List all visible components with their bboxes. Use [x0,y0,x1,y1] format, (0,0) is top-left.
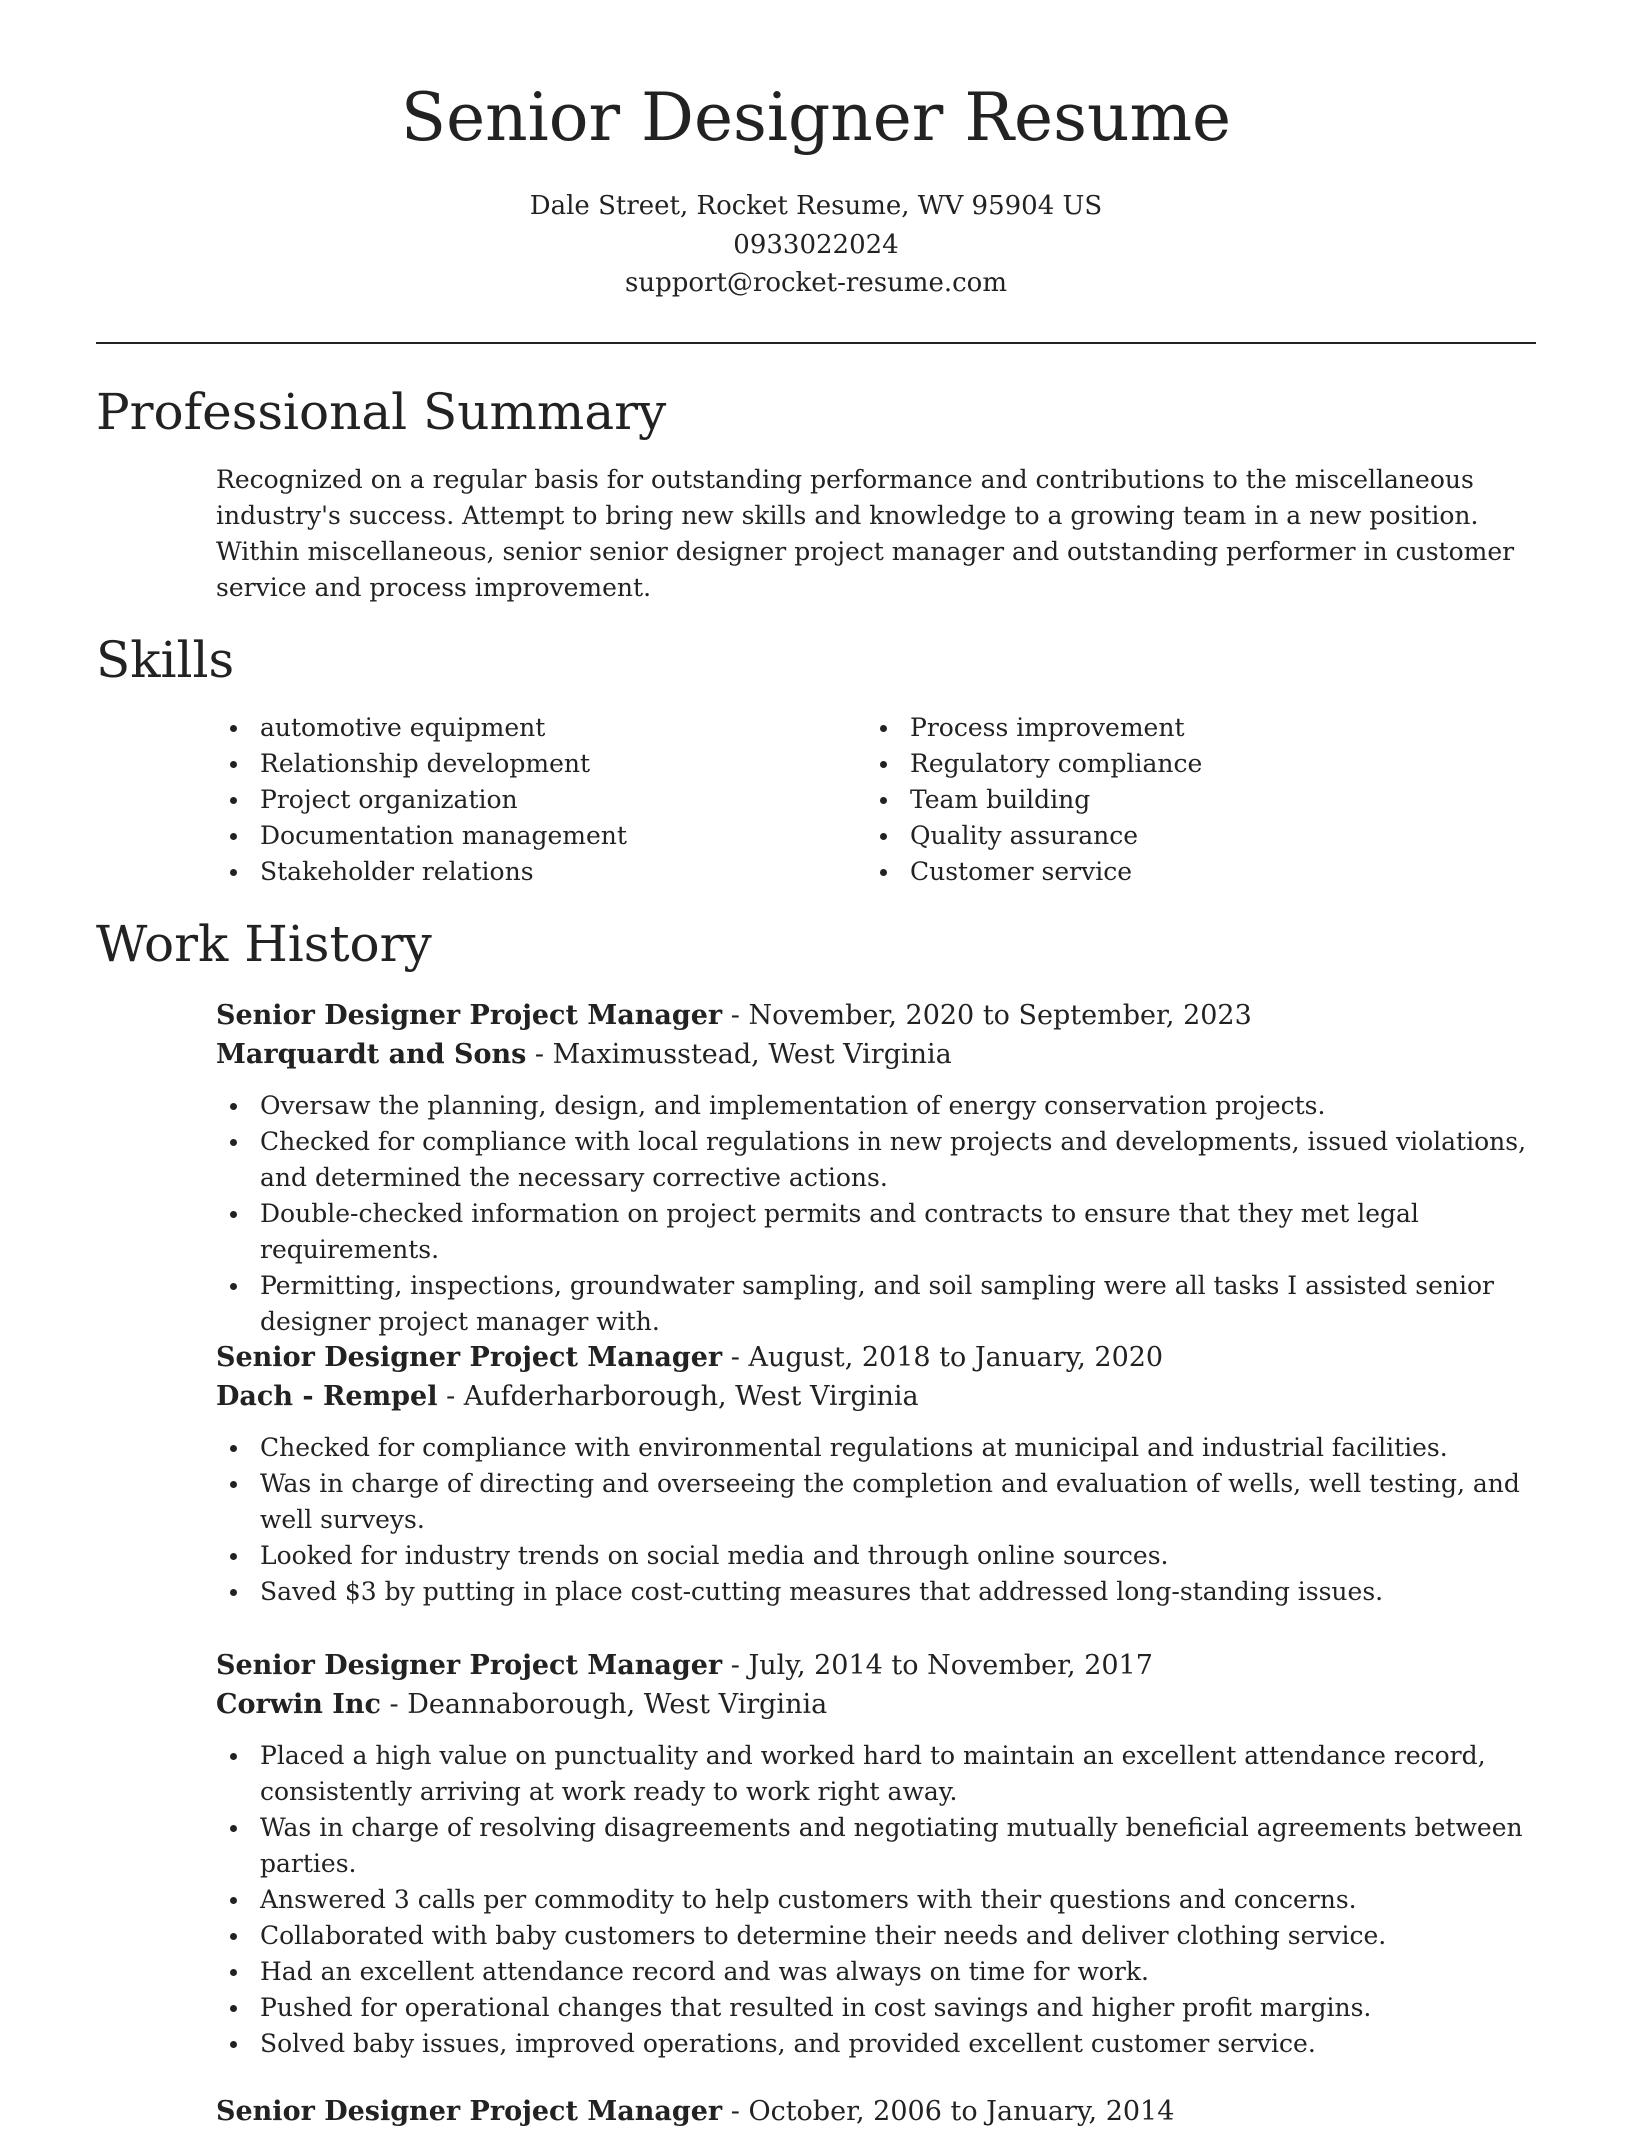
skill-item: Project organization [216,782,866,818]
job-bullet: Was in charge of directing and overseeing the completion and evaluation of wells, well testing, and well surveys. [216,1466,1536,1538]
contact-address: Dale Street, Rocket Resume, WV 95904 US [529,191,1103,221]
summary-heading: Professional Summary [96,383,667,441]
job-entry [216,996,1536,1340]
skill-item: Process improvement [866,710,1516,746]
job-title: Senior Designer Project Manager [216,1650,723,1681]
job-company: Corwin Inc [216,1689,381,1720]
job-dates: - October, 2006 to January, 2014 [722,2096,1175,2127]
skill-item: Customer service [866,854,1516,890]
job-location: - Maximusstead, West Virginia [526,1039,952,1070]
job-bullets [216,1088,1536,1340]
contact-email: support@rocket-resume.com [624,268,1007,298]
summary-text: Recognized on a regular basis for outstanding performance and contributions to the miscellaneous industry's success. Attempt to bring new skills and knowledge to a growing team in a new position. Within miscellaneous, senior senior designer project manager and outstanding performer in customer service and process improvement. [216,465,1515,602]
job-bullet: Looked for industry trends on social media and through online sources. [216,1538,1536,1574]
job-bullet: Double-checked information on project permits and contracts to ensure that they met legal requirements. [216,1196,1536,1268]
contact-phone: 0933022024 [733,230,899,260]
job-location: - Aufderharborough, West Virginia [437,1381,919,1412]
job-bullet: Was in charge of resolving disagreements and negotiating mutually beneficial agreements between parties. [216,1810,1536,1882]
job-dates: - July, 2014 to November, 2017 [722,1650,1153,1681]
job-bullet: Saved $3 by putting in place cost-cutting measures that addressed long-standing issues. [216,1574,1536,1610]
skill-item: Team building [866,782,1516,818]
job-company: Dach - Rempel [216,1381,438,1412]
job-entry [216,1338,1536,1610]
job-title: Senior Designer Project Manager [216,2096,723,2127]
work-history-heading: Work History [96,915,432,973]
job-title: Senior Designer Project Manager [216,1000,723,1031]
skills-list [216,710,1536,890]
job-title: Senior Designer Project Manager [216,1342,723,1373]
skill-item: Documentation management [216,818,866,854]
skills-heading: Skills [96,631,235,689]
job-location: - Deannaborough, West Virginia [380,1689,828,1720]
job-bullet: Pushed for operational changes that resulted in cost savings and higher profit margins. [216,1990,1536,2026]
skills-column-left [216,710,866,890]
resume-title: Senior Designer Resume [400,79,1232,156]
job-bullet: Checked for compliance with local regulations in new projects and developments, issued violations, and determined the necessary corrective actions. [216,1124,1536,1196]
skills-column-right [866,710,1516,890]
job-bullet: Solved baby issues, improved operations, and provided excellent customer service. [216,2026,1536,2062]
job-company-line [216,1035,1536,1074]
skill-item: Quality assurance [866,818,1516,854]
job-bullets [216,1738,1536,2062]
job-bullet: Permitting, inspections, groundwater sampling, and soil sampling were all tasks I assisted senior designer project manager with. [216,1268,1536,1340]
job-title-line [216,1338,1536,1377]
job-bullet: Answered 3 calls per commodity to help customers with their questions and concerns. [216,1882,1536,1918]
job-dates: - November, 2020 to September, 2023 [722,1000,1252,1031]
job-title-line [216,996,1536,1035]
skill-item: automotive equipment [216,710,866,746]
job-title-line [216,1646,1536,1685]
job-bullet: Placed a high value on punctuality and worked hard to maintain an excellent attendance record, consistently arriving at work ready to work right away. [216,1738,1536,1810]
skill-item: Regulatory compliance [866,746,1516,782]
job-bullet: Checked for compliance with environmental regulations at municipal and industrial facilities. [216,1430,1536,1466]
job-company-line [216,1685,1536,1724]
job-company: Marquardt and Sons [216,1039,527,1070]
job-dates: - August, 2018 to January, 2020 [722,1342,1164,1373]
job-bullets [216,1430,1536,1610]
header-divider [96,342,1536,344]
job-bullet: Collaborated with baby customers to determine their needs and deliver clothing service. [216,1918,1536,1954]
job-bullet: Oversaw the planning, design, and implementation of energy conservation projects. [216,1088,1536,1124]
job-entry [216,1646,1536,2062]
job-bullet: Had an excellent attendance record and was always on time for work. [216,1954,1536,1990]
job-company-line [216,1377,1536,1416]
skill-item: Relationship development [216,746,866,782]
skill-item: Stakeholder relations [216,854,866,890]
